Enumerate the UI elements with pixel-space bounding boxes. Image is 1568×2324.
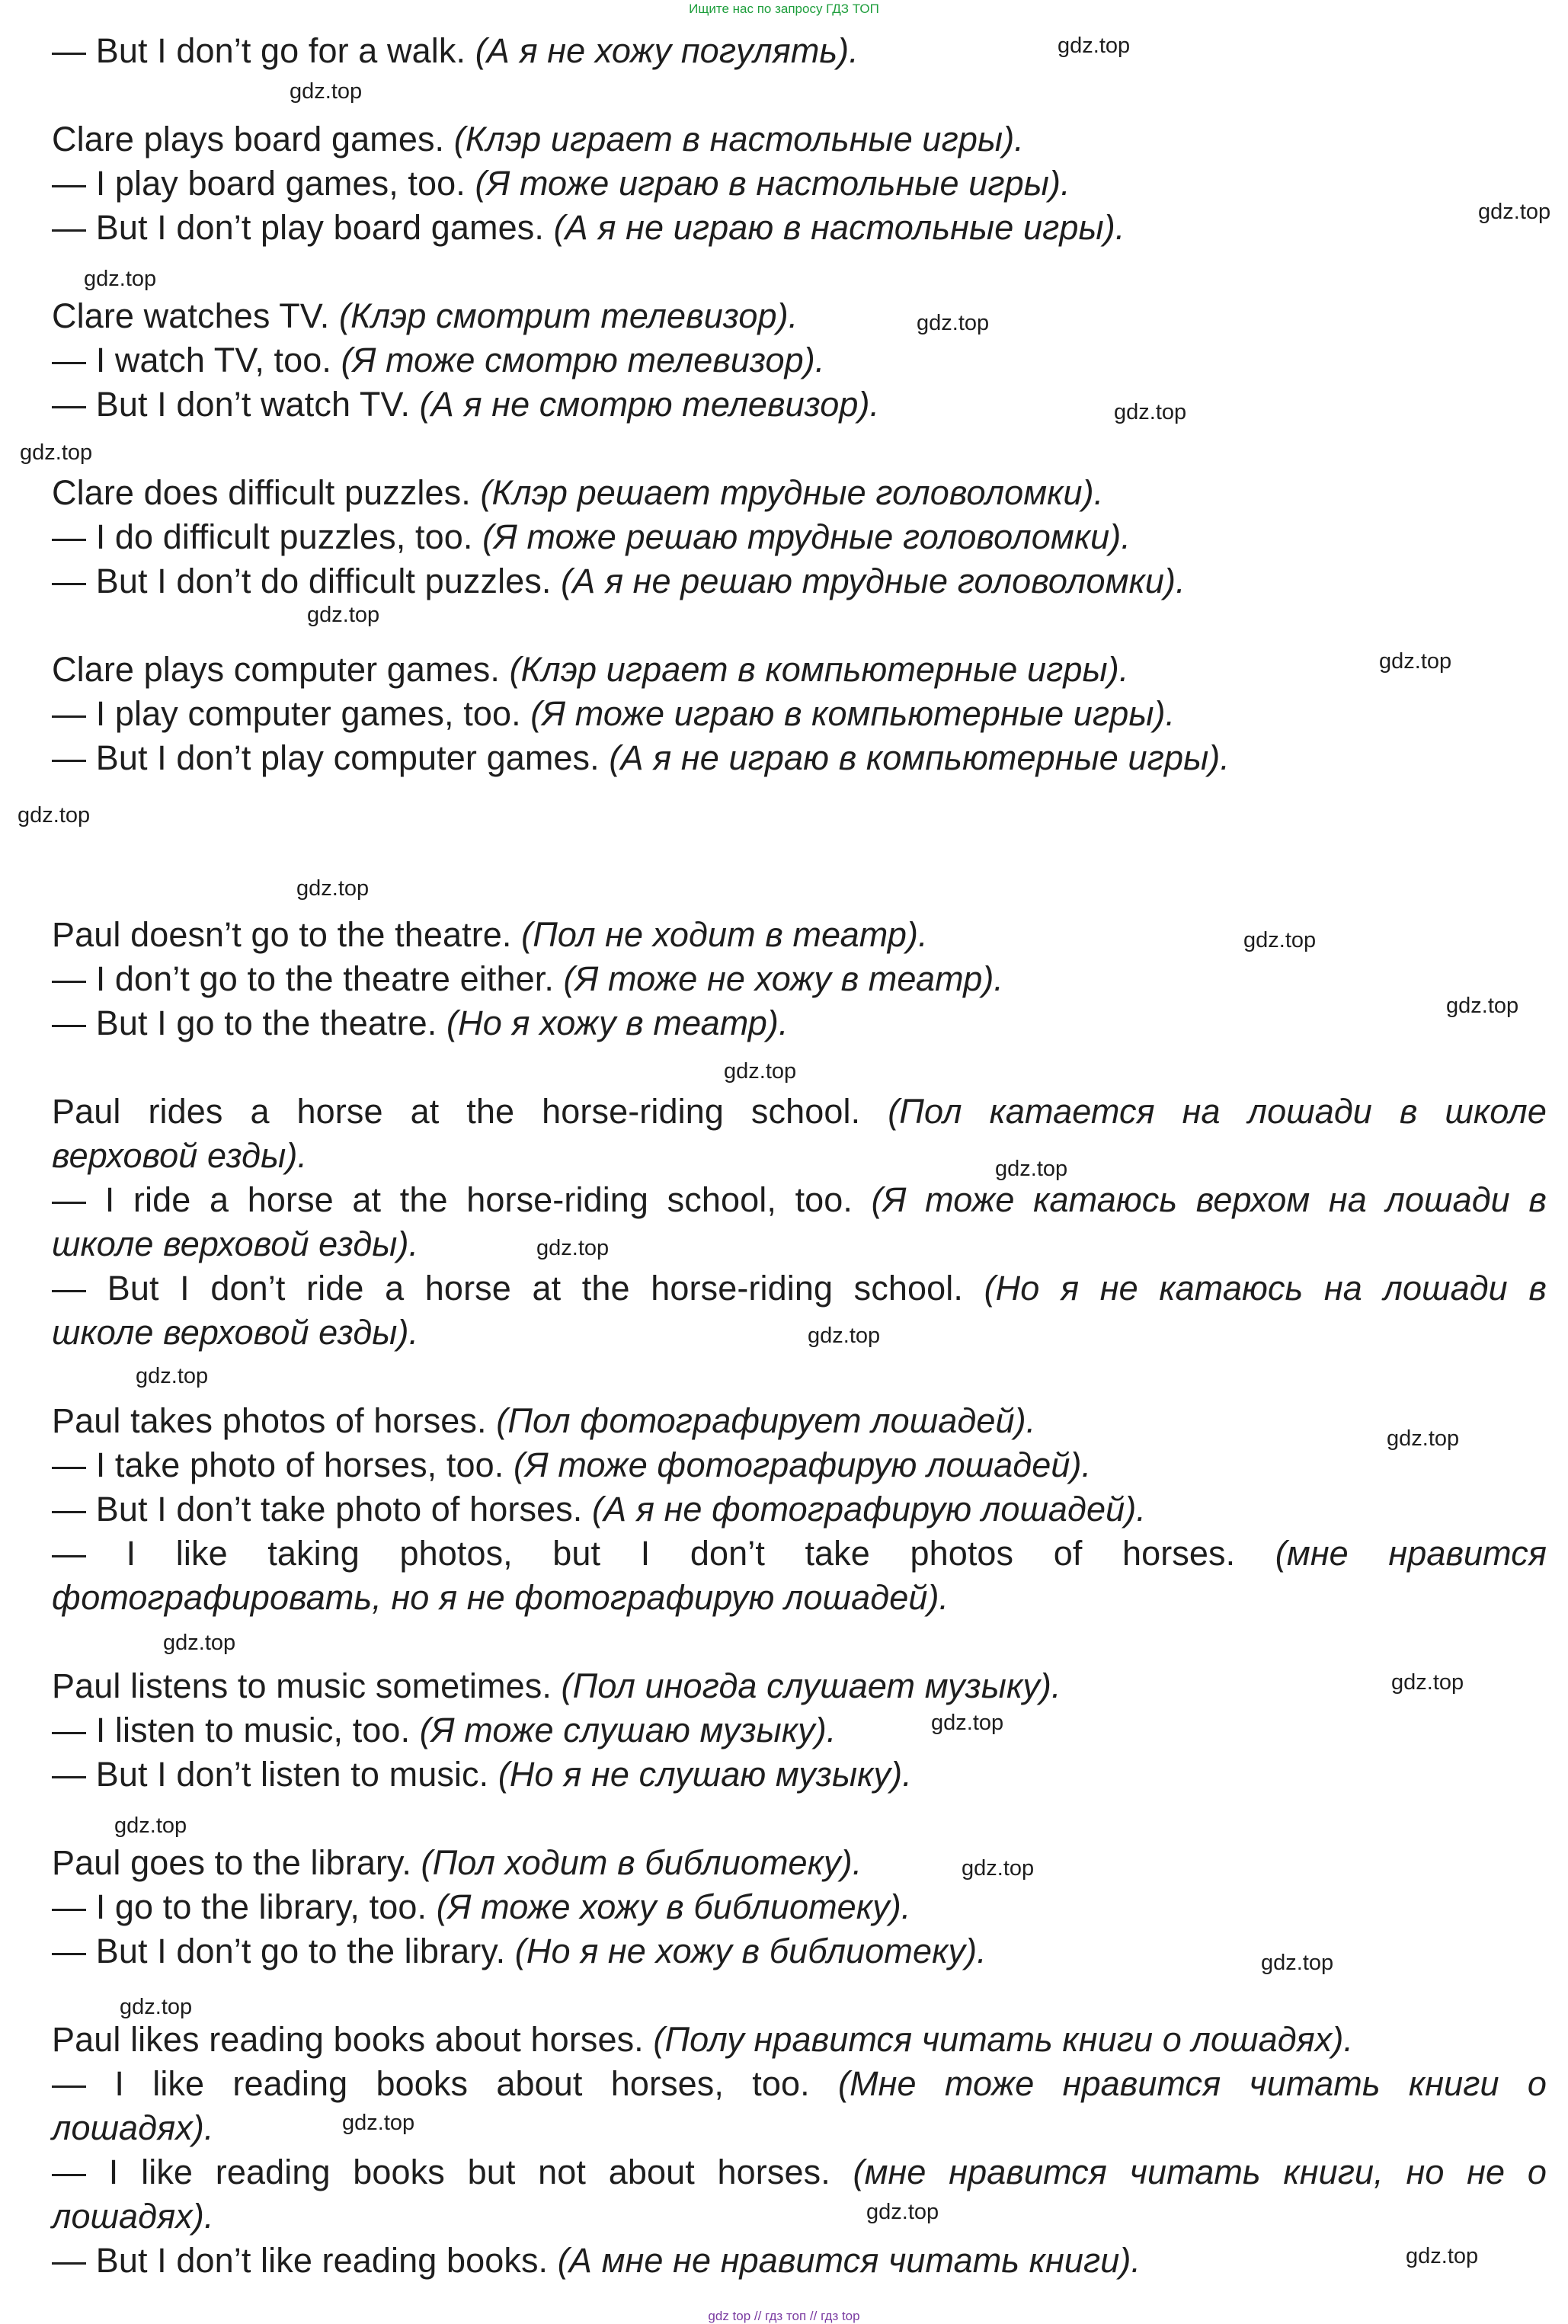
watermark: gdz.top <box>724 1059 797 1084</box>
text-line: — But I don’t watch TV. (А я не смотрю телевизор). <box>52 385 880 424</box>
text-line: — But I go to the theatre. (Но я хожу в театр). <box>52 1004 789 1042</box>
text-line: — But I don’t take photo of horses. (А я не фотографирую лошадей). <box>52 1490 1146 1529</box>
spacer <box>52 1797 1547 1841</box>
watermark: gdz.top <box>931 1711 1004 1735</box>
text-line: Paul takes photos of horses. (Пол фотографирует лошадей). <box>52 1401 1036 1440</box>
text-line: — But I don’t go for a walk. (А я не хожу погулять). <box>52 31 859 70</box>
text-line: — But I don’t play computer games. (А я не играю в компьютерные игры). <box>52 738 1230 777</box>
text-line: — But I don’t play board games. (А я не играю в настольные игры). <box>52 208 1125 247</box>
watermark: gdz.top <box>18 803 91 827</box>
text-line: лошадях). <box>52 2108 214 2147</box>
text-line: верховой езды). <box>52 1136 308 1175</box>
watermark: gdz.top <box>290 79 363 104</box>
spacer <box>52 73 1547 117</box>
text-line: — I play board games, too. (Я тоже играю в настольные игры). <box>52 164 1070 203</box>
text-line: — I ride a horse at the horse-riding school, too. (Я тоже катаюсь верхом на лошади в <box>52 1180 1547 1219</box>
spacer <box>52 780 1547 824</box>
watermark: gdz.top <box>20 440 93 465</box>
text-line: лошадях). <box>52 2197 214 2236</box>
watermark: gdz.top <box>1446 994 1519 1018</box>
watermark: gdz.top <box>1478 200 1551 224</box>
text-line: школе верховой езды). <box>52 1313 419 1352</box>
watermark: gdz.top <box>1379 649 1452 674</box>
watermark: gdz.top <box>962 1856 1035 1881</box>
watermark: gdz.top <box>808 1324 881 1348</box>
watermark: gdz.top <box>1391 1670 1464 1695</box>
text-line: — I like reading books but not about horses. (мне нравится читать книги, но не о <box>52 2153 1547 2191</box>
watermark: gdz.top <box>1243 928 1317 952</box>
spacer <box>52 1355 1547 1399</box>
text-line: — But I don’t ride a horse at the horse-riding school. (Но я не катаюсь на лошади в <box>52 1269 1547 1308</box>
spacer <box>52 1973 1547 2018</box>
watermark: gdz.top <box>995 1157 1068 1181</box>
top-banner: Ищите нас по запросу ГДЗ ТОП <box>689 2 879 16</box>
text-line: — I play computer games, too. (Я тоже играю в компьютерные игры). <box>52 694 1176 733</box>
text-line: Paul listens to music sometimes. (Пол иногда слушает музыку). <box>52 1666 1061 1705</box>
text-line: фотографировать, но я не фотографирую лошадей). <box>52 1578 949 1617</box>
text-line: — But I don’t like reading books. (А мне не нравится читать книги). <box>52 2241 1141 2280</box>
text-line: школе верховой езды). <box>52 1224 419 1263</box>
text-line: — I listen to music, too. (Я тоже слушаю музыку). <box>52 1711 837 1749</box>
spacer <box>52 869 1547 913</box>
watermark: gdz.top <box>917 311 990 335</box>
spacer <box>52 824 1547 869</box>
watermark: gdz.top <box>536 1236 610 1260</box>
watermark: gdz.top <box>1058 34 1131 58</box>
text-line: — But I don’t listen to music. (Но я не слушаю музыку). <box>52 1755 912 1794</box>
watermark: gdz.top <box>342 2111 415 2135</box>
watermark: gdz.top <box>1387 1426 1460 1451</box>
text-line: — But I don’t go to the library. (Но я не хожу в библиотеку). <box>52 1932 987 1970</box>
text-line: Paul rides a horse at the horse-riding school. (Пол катается на лошади в школе <box>52 1092 1547 1131</box>
spacer <box>52 603 1547 648</box>
text-line: — I don’t go to the theatre either. (Я тоже не хожу в театр). <box>52 959 1004 998</box>
text-line: Clare plays board games. (Клэр играет в настольные игры). <box>52 120 1024 158</box>
text-line: — I do difficult puzzles, too. (Я тоже решаю трудные головоломки). <box>52 517 1131 556</box>
watermark: gdz.top <box>1406 2244 1479 2268</box>
spacer <box>52 1045 1547 1090</box>
watermark: gdz.top <box>163 1631 236 1655</box>
watermark: gdz.top <box>296 876 370 901</box>
footer: gdz top // гдз топ // гдз top <box>708 2309 860 2323</box>
watermark: gdz.top <box>120 1995 193 2019</box>
text-line: Paul doesn’t go to the theatre. (Пол не ходит в театр). <box>52 915 928 954</box>
exercise-text <box>52 29 1547 2283</box>
watermark: gdz.top <box>866 2200 939 2224</box>
watermark: gdz.top <box>136 1364 209 1388</box>
text-line: Clare plays computer games. (Клэр играет в компьютерные игры). <box>52 650 1129 689</box>
watermark: gdz.top <box>114 1813 187 1838</box>
text-line: Paul goes to the library. (Пол ходит в библиотеку). <box>52 1843 862 1882</box>
text-line: — I go to the library, too. (Я тоже хожу в библиотеку). <box>52 1887 911 1926</box>
watermark: gdz.top <box>84 267 157 291</box>
text-line: — I watch TV, too. (Я тоже смотрю телевизор). <box>52 341 825 379</box>
spacer <box>52 250 1547 294</box>
text-line: — I like taking photos, but I don’t take photos of horses. (мне нравится <box>52 1534 1547 1573</box>
text-line: — But I don’t do difficult puzzles. (А я не решаю трудные головоломки). <box>52 562 1186 600</box>
text-line: — I like reading books about horses, too. (Мне тоже нравится читать книги о <box>52 2064 1547 2103</box>
text-line: Clare watches TV. (Клэр смотрит телевизор). <box>52 296 798 335</box>
text-line: Clare does difficult puzzles. (Клэр решает трудные головоломки). <box>52 473 1104 512</box>
watermark: gdz.top <box>1261 1951 1334 1975</box>
watermark: gdz.top <box>1114 400 1187 424</box>
watermark: gdz.top <box>307 603 380 627</box>
text-line: — I take photo of horses, too. (Я тоже фотографирую лошадей). <box>52 1445 1092 1484</box>
text-line: Paul likes reading books about horses. (Полу нравится читать книги о лошадях). <box>52 2020 1354 2059</box>
spacer <box>52 427 1547 471</box>
spacer <box>52 1620 1547 1664</box>
